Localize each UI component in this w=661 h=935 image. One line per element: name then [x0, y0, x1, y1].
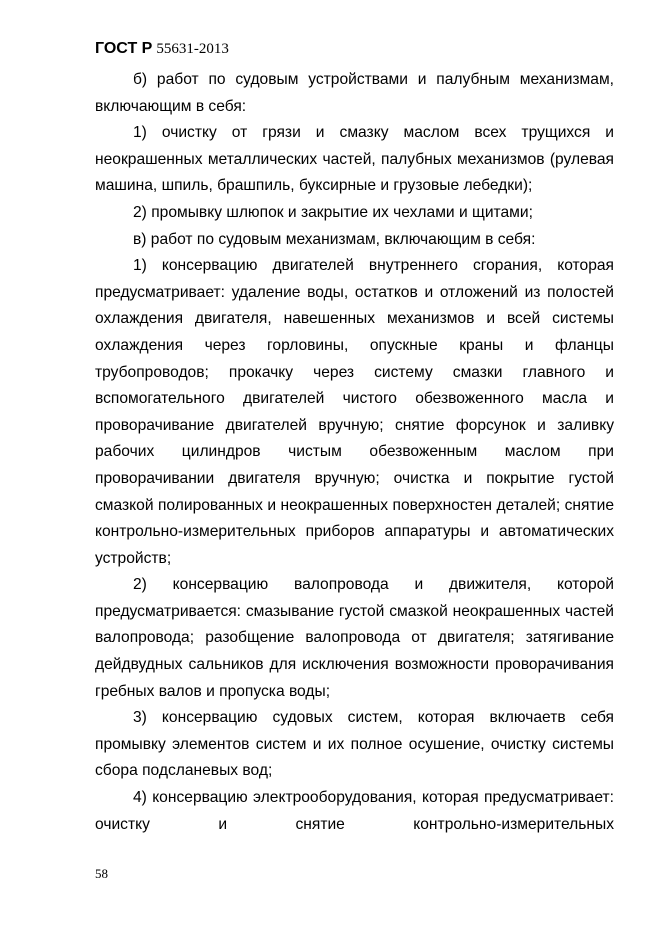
standard-number: 55631-2013	[156, 41, 229, 57]
document-body	[95, 67, 614, 838]
paragraph-item-b-2: 2) промывку шлюпок и закрытие их чехлами и щитами;	[133, 203, 533, 221]
paragraph-item-v-3: 3) консервацию судовых систем, которая включаетв себя промывку элементов систем и их полное осушение, очистку системы сбора подсланевых вод;	[95, 709, 614, 780]
document-header	[95, 40, 229, 58]
page-number: 58	[95, 866, 108, 881]
paragraph-item-v-1: 1) консервацию двигателей внутреннего сгорания, которая предусматривает: удаление воды, остатков и отложений из полостей охлаждения двигателя, навешенных механизмов и всей системы охлаждения через горловины, опускные краны и фланцы трубопроводов; прокачку через систему смазки главного и вспомогательного двигателей чистого обезвоженного масла и проворачивание двигателей вручную; снятие форсунок и заливку рабочих цилиндров чистым обезвоженным маслом при проворачивании двигателя вручную; очистка и покрытие густой смазкой полированных и неокрашенных поверхностен деталей; снятие контрольно-измерительных приборов аппаратуры и автоматических устройств;	[95, 257, 614, 567]
paragraph-item-b: б) работ по судовым устройствами и палубным механизмам, включающим в себя:	[95, 71, 614, 115]
paragraph-item-v-4: 4) консервацию электрооборудования, которая предусматривает: очистку и снятие контрольно-измерительных	[95, 789, 614, 833]
paragraph-item-v: в) работ по судовым механизмам, включающим в себя:	[133, 230, 536, 248]
standard-prefix: ГОСТ Р	[95, 40, 153, 57]
paragraph-item-v-2: 2) консервацию валопровода и движителя, которой предусматривается: смазывание густой смазкой неокрашенных частей валопровода; разобщение валопровода от двигателя; затягивание дейдвудных сальников для исключения возможности проворачивания гребных валов и пропуска воды;	[95, 576, 614, 700]
paragraph-item-b-1: 1) очистку от грязи и смазку маслом всех трущихся и неокрашенных металлических частей, палубных механизмов (рулевая машина, шпиль, брашпиль, буксирные и грузовые лебедки);	[95, 124, 614, 195]
